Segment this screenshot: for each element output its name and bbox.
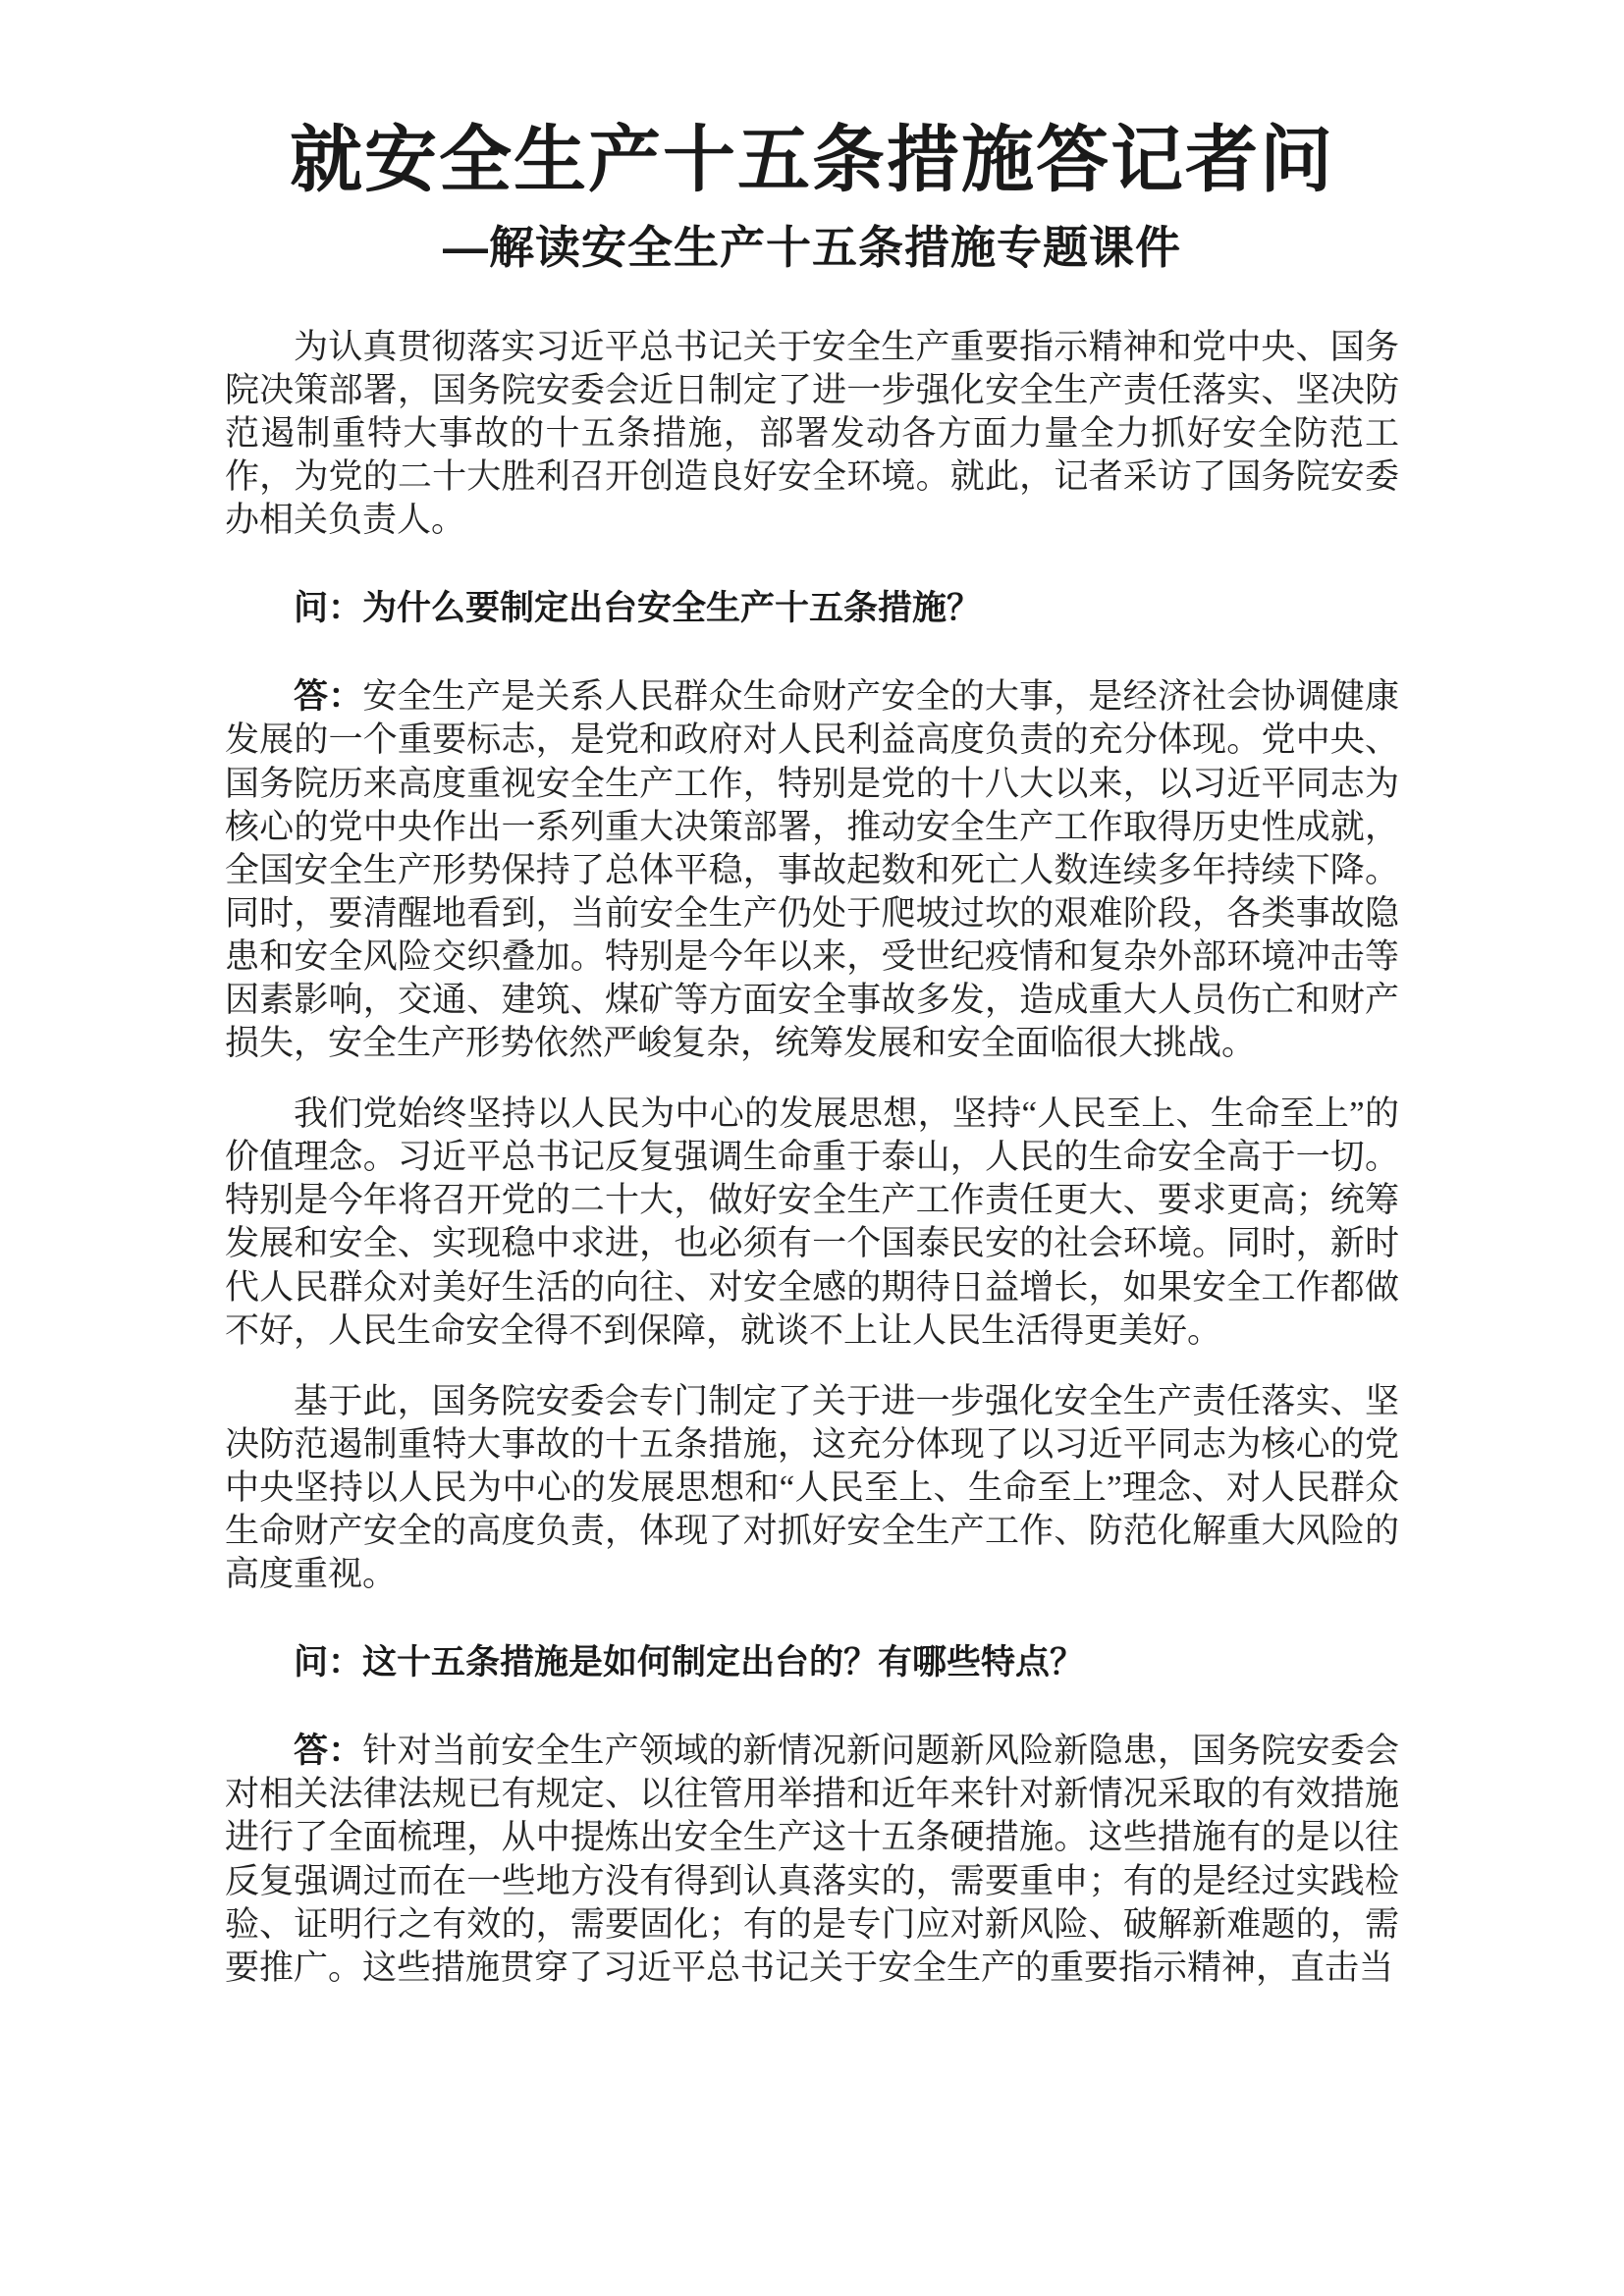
document-body xyxy=(225,326,1399,1990)
intro-paragraph: 为认真贯彻落实习近平总书记关于安全生产重要指示精神和党中央、国务院决策部署，国务院安委会近日制定了进一步强化安全生产责任落实、坚决防范遏制重特大事故的十五条措施，部署发动各方面力量全力抓好安全防范工作，为党的二十大胜利召开创造良好安全环境。就此，记者采访了国务院安委办相关负责人。 xyxy=(225,327,1399,540)
answer-1 xyxy=(225,675,1399,1065)
answer-2-text: 针对当前安全生产领域的新情况新问题新风险新隐患，国务院安委会对相关法律法规已有规定、以往管用举措和近年来针对新情况采取的有效措施进行了全面梳理，从中提炼出安全生产这十五条硬措施。这些措施有的是以往反复强调过而在一些地方没有得到认真落实的，需要重申；有的是经过实践检验、证明行之有效的，需要固化；有的是专门应对新风险、破解新难题的，需要推广。这些措施贯穿了习近平总书记关于安全生产的重要指示精神，直击当 xyxy=(225,1732,1399,1987)
answer-2 xyxy=(225,1730,1399,1990)
answer-1-text: 安全生产是关系人民群众生命财产安全的大事，是经济社会协调健康发展的一个重要标志，是党和政府对人民利益高度负责的充分体现。党中央、国务院历来高度重视安全生产工作，特别是党的十八大以来，以习近平同志为核心的党中央作出一系列重大决策部署，推动安全生产工作取得历史性成就，全国安全生产形势保持了总体平稳，事故起数和死亡人数连续多年持续下降。同时，要清醒地看到，当前安全生产仍处于爬坡过坎的艰难阶段，各类事故隐患和安全风险交织叠加。特别是今年以来，受世纪疫情和复杂外部环境冲击等因素影响，交通、建筑、煤矿等方面安全事故多发，造成重大人员伤亡和财产损失，安全生产形势依然严峻复杂，统筹发展和安全面临很大挑战。 xyxy=(225,677,1399,1063)
document-content xyxy=(225,116,1399,1990)
paragraph-basis: 基于此，国务院安委会专门制定了关于进一步强化安全生产责任落实、坚决防范遏制重特大事故的十五条措施，这充分体现了以习近平同志为核心的党中央坚持以人民为中心的发展思想和“人民至上、生命至上”理念、对人民群众生命财产安全的高度负责，体现了对抓好安全生产工作、防范化解重大风险的高度重视。 xyxy=(225,1381,1399,1594)
question-1: 问：为什么要制定出台安全生产十五条措施？ xyxy=(294,589,982,628)
paragraph-people-first: 我们党始终坚持以人民为中心的发展思想，坚持“人民至上、生命至上”的价值理念。习近平总书记反复强调生命重于泰山，人民的生命安全高于一切。特别是今年将召开党的二十大，做好安全生产工作责任更大、要求更高；统筹发展和安全、实现稳中求进，也必须有一个国泰民安的社会环境。同时，新时代人民群众对美好生活的向往、对安全感的期待日益增长，如果安全工作都做不好，人民生命安全得不到保障，就谈不上让人民生活得更美好。 xyxy=(225,1095,1399,1350)
page-title: 就安全生产十五条措施答记者问 xyxy=(290,119,1334,200)
answer-2-lead: 答： xyxy=(294,1732,363,1771)
question-2: 问：这十五条措施是如何制定出台的？有哪些特点？ xyxy=(294,1643,1085,1682)
answer-1-lead: 答： xyxy=(294,677,363,717)
page-subtitle: —解读安全生产十五条措施专题课件 xyxy=(443,222,1181,274)
